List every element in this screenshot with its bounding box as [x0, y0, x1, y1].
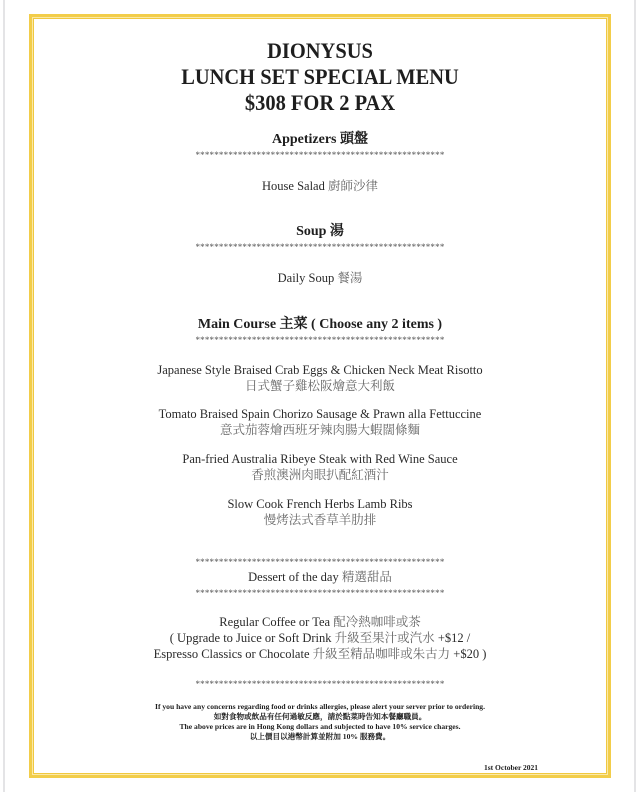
- item-zh: 意式茄蓉燴西班牙辣肉腸大蝦闊條麵: [219, 423, 420, 437]
- item-en: Regular Coffee or Tea: [219, 615, 331, 629]
- item-en: Pan-fried Australia Ribeye Steak with Red Wine Sauce: [182, 452, 458, 466]
- separator: *****************************************************: [195, 242, 445, 252]
- service-charge-notice-zh: 以上價目以港幣計算並附加 10% 服務費。: [249, 732, 391, 741]
- main-course-heading: Main Course 主菜 ( Choose any 2 items ): [197, 317, 443, 332]
- price-line: $308 FOR 2 PAX: [244, 90, 396, 115]
- main-course-item: [0, 406, 640, 438]
- item-zh: 日式蟹子雞松阪燴意大利飯: [244, 379, 395, 393]
- appetizer-item: [0, 178, 640, 194]
- menu-title: LUNCH SET SPECIAL MENU: [181, 64, 459, 89]
- item-en: Dessert of the day: [248, 570, 339, 584]
- main-course-item: [0, 451, 640, 483]
- separator: *****************************************************: [195, 588, 445, 598]
- separator: *****************************************************: [195, 557, 445, 567]
- item-zh: 升級至果汁或汽水: [334, 631, 435, 645]
- appetizers-heading: Appetizers 頭盤: [271, 132, 369, 147]
- drinks-upgrade-line: [0, 630, 640, 646]
- item-en: Daily Soup: [277, 271, 335, 285]
- menu-date: 1st October 2021: [484, 763, 539, 772]
- item-zh: 慢烤法式香草羊肋排: [263, 513, 377, 527]
- item-en: Slow Cook French Herbs Lamb Ribs: [227, 497, 413, 511]
- drinks-line: [0, 614, 640, 630]
- item-zh: 香煎澳洲肉眼扒配紅酒汁: [251, 468, 389, 482]
- soup-item: [0, 270, 640, 286]
- separator: *****************************************************: [195, 150, 445, 160]
- item-zh: 精選甜品: [341, 570, 392, 584]
- item-zh: 廚師沙律: [327, 179, 378, 193]
- main-course-item: [0, 362, 640, 394]
- drinks-upgrade-line: [0, 646, 640, 662]
- item-en: Tomato Braised Spain Chorizo Sausage & Prawn alla Fettuccine: [158, 407, 482, 421]
- item-en: Japanese Style Braised Crab Eggs & Chicken Neck Meat Risotto: [157, 363, 483, 377]
- dessert-item: [0, 569, 640, 585]
- upgrade-price: +$20 ): [453, 647, 487, 661]
- item-zh: 餐湯: [337, 271, 363, 285]
- allergy-notice: If you have any concerns regarding food or drinks allergies, please alert your server prior to ordering.: [154, 702, 486, 711]
- upgrade-price: +$12 /: [437, 631, 471, 645]
- item-zh: 配冷熱咖啡或茶: [333, 615, 421, 629]
- service-charge-notice: The above prices are in Hong Kong dollars and subjected to have 10% service charges.: [179, 722, 461, 731]
- item-en: House Salad: [262, 179, 325, 193]
- allergy-notice-zh: 如對食物或飲品有任何過敏反應，請於點菜時告知本餐廳職員。: [213, 712, 427, 721]
- separator: *****************************************************: [195, 335, 445, 345]
- separator: *****************************************************: [195, 679, 445, 689]
- item-en: Espresso Classics or Chocolate: [153, 647, 310, 661]
- soup-heading: Soup 湯: [296, 224, 344, 239]
- item-zh: 升級至精品咖啡或朱古力: [312, 647, 451, 661]
- item-en: ( Upgrade to Juice or Soft Drink: [169, 631, 332, 645]
- main-course-item: [0, 496, 640, 528]
- restaurant-name: DIONYSUS: [267, 38, 373, 63]
